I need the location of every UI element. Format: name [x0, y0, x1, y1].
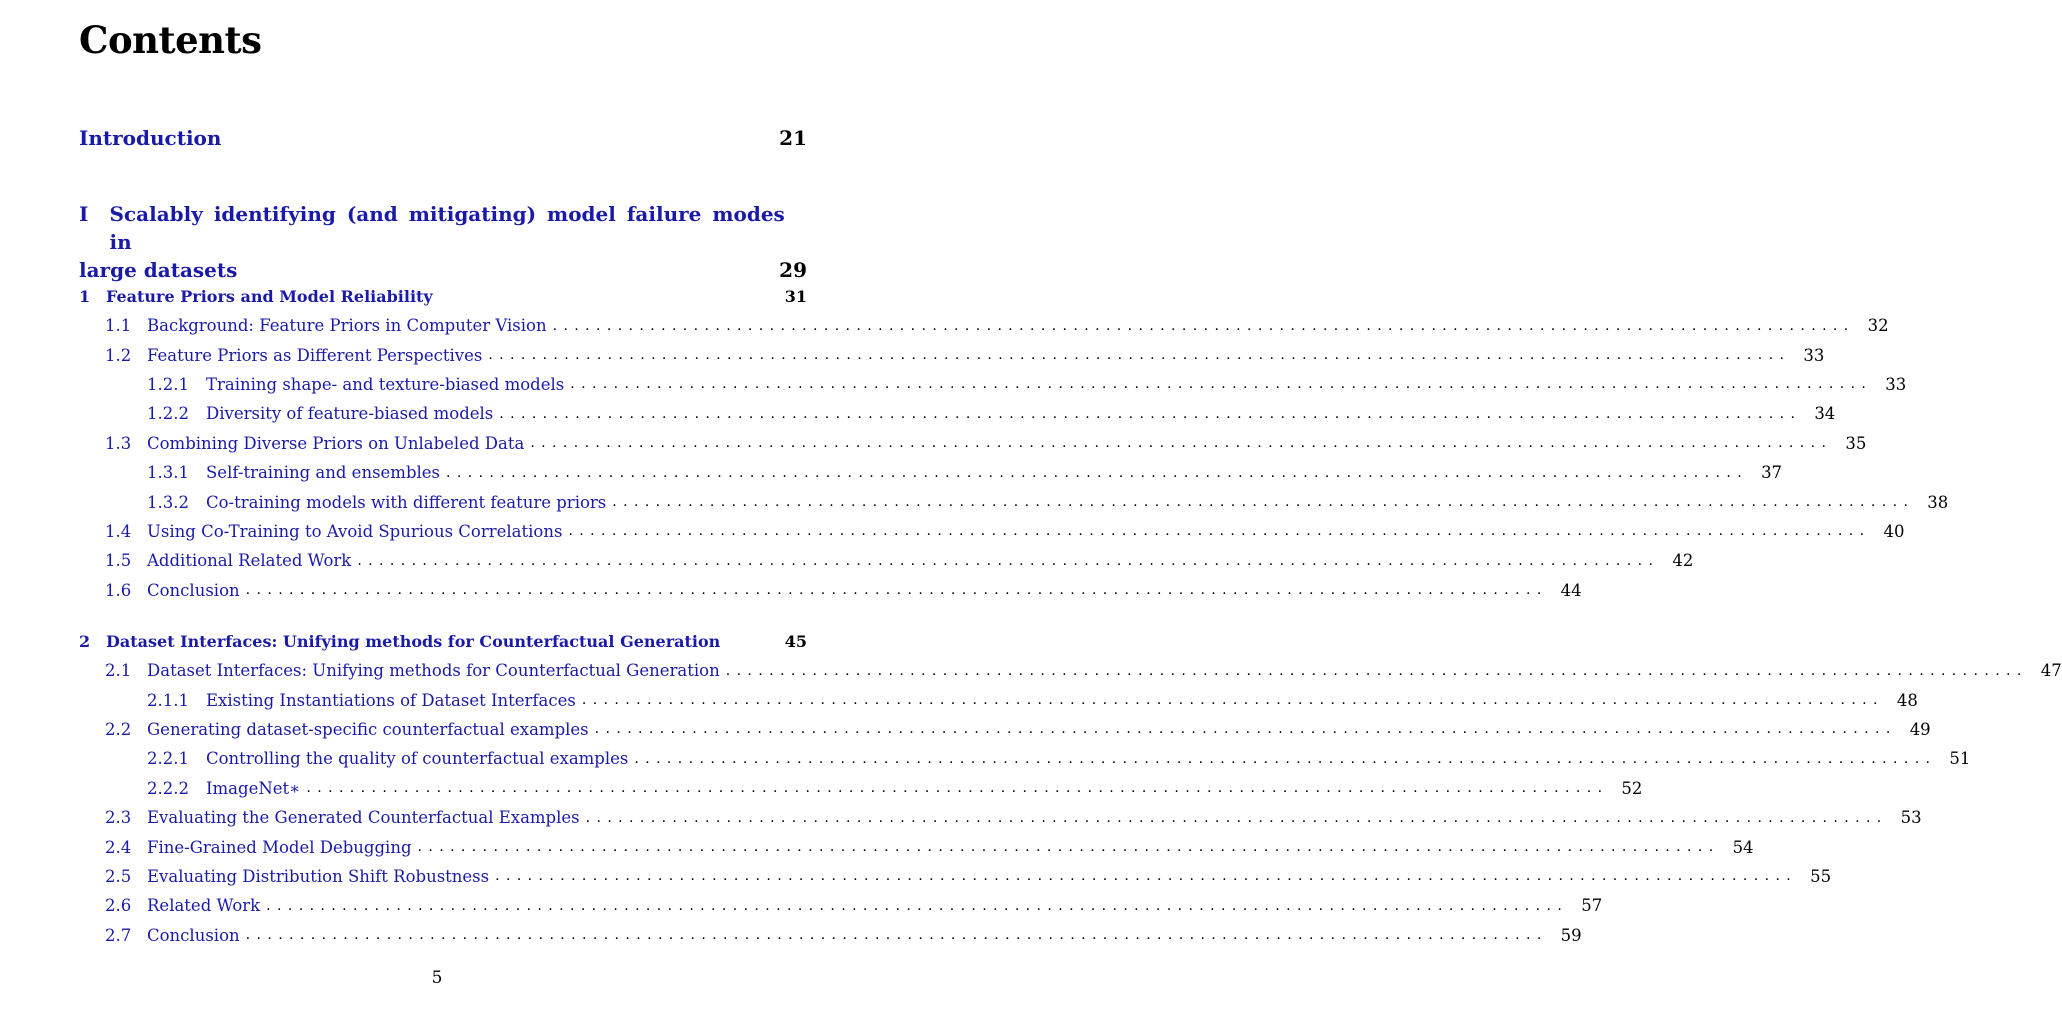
- toc-entry-2-2-2-label[interactable]: ImageNet∗: [206, 779, 306, 798]
- toc-chapter-2-page: 45: [784, 632, 807, 651]
- toc-entry-2-4-label[interactable]: Fine-Grained Model Debugging: [147, 838, 418, 857]
- toc-entry-2-2-2-leader-dots: ........................................................................................................................: [306, 780, 1609, 797]
- toc-entry-2-6-number: 2.6: [105, 896, 132, 916]
- toc-entry-1-3-1-leader-dots: ........................................................................................................................: [446, 464, 1749, 481]
- toc-entry-1-3-1-number: 1.3.1: [147, 463, 189, 483]
- toc-entry-2-2-1-page: 51: [1949, 749, 1971, 769]
- toc-entry-2-2[interactable]: [79, 715, 1931, 744]
- toc-entry-2-3-leader-dots: ........................................................................................................................: [585, 809, 1888, 826]
- toc-chapter-1-block: [79, 282, 1949, 605]
- toc-entry-1-4-leader-dots: ........................................................................................................................: [568, 523, 1871, 540]
- toc-entry-1-3[interactable]: [79, 429, 1867, 458]
- toc-entry-2-2-1[interactable]: [79, 744, 1971, 773]
- toc-entry-1-3-page: 35: [1845, 433, 1867, 453]
- toc-entry-1-4-number: 1.4: [105, 521, 132, 541]
- toc-entry-2-7-page: 59: [1560, 925, 1582, 945]
- toc-entry-1-2-leader-dots: ........................................................................................................................: [488, 347, 1791, 364]
- toc-entry-1-1[interactable]: [79, 311, 1889, 340]
- toc-entry-1-2-1-leader-dots: ........................................................................................................................: [570, 376, 1873, 393]
- toc-entry-1-4-label[interactable]: Using Co-Training to Avoid Spurious Correlations: [147, 522, 568, 541]
- toc-chapter-2-block: [79, 627, 2062, 950]
- toc-entry-1-2[interactable]: [79, 340, 1825, 369]
- toc-entry-1-5-number: 1.5: [105, 551, 132, 571]
- toc-entry-1-5[interactable]: [79, 546, 1694, 575]
- toc-entry-2-5-number: 2.5: [105, 866, 132, 886]
- toc-part-label-line1[interactable]: Scalably identifying (and mitigating) model failure modes in: [109, 202, 785, 254]
- toc-entry-2-2-leader-dots: ........................................................................................................................: [594, 721, 1897, 738]
- toc-entry-1-2-1-label[interactable]: Training shape- and texture-biased models: [206, 375, 570, 394]
- toc-chapter-2-label[interactable]: Dataset Interfaces: Unifying methods for Counterfactual Generation: [106, 632, 726, 651]
- page-title: Contents: [79, 18, 262, 62]
- toc-entry-2-6-label[interactable]: Related Work: [147, 896, 266, 915]
- toc-chapter-2-number: 2: [79, 632, 91, 651]
- toc-entry-2-6[interactable]: [79, 891, 1603, 920]
- toc-entry-2-7-number: 2.7: [105, 925, 132, 945]
- toc-entry-2-2-1-label[interactable]: Controlling the quality of counterfactual examples: [206, 749, 634, 768]
- toc-introduction[interactable]: [79, 126, 807, 150]
- toc-entry-1-3-label[interactable]: Combining Diverse Priors on Unlabeled Data: [147, 434, 530, 453]
- toc-entry-1-2-1-number: 1.2.1: [147, 374, 189, 394]
- toc-entry-1-6[interactable]: [79, 576, 1582, 605]
- toc-entry-2-7-leader-dots: ........................................................................................................................: [245, 927, 1548, 944]
- toc-entry-1-2-page: 33: [1803, 345, 1825, 365]
- toc-entry-2-2-label[interactable]: Generating dataset-specific counterfactual examples: [147, 720, 595, 739]
- toc-entry-1-2-2-label[interactable]: Diversity of feature-biased models: [206, 404, 499, 423]
- toc-entry-1-3-2-number: 1.3.2: [147, 492, 189, 512]
- toc-entry-1-3-1-label[interactable]: Self-training and ensembles: [206, 463, 446, 482]
- toc-entry-2-3[interactable]: [79, 803, 1922, 832]
- toc-entry-2-4[interactable]: [79, 832, 1754, 861]
- toc-entry-2-2-number: 2.2: [105, 719, 132, 739]
- toc-entry-2-1-1-page: 48: [1896, 690, 1918, 710]
- toc-entry-2-5-leader-dots: ........................................................................................................................: [495, 868, 1798, 885]
- toc-entry-1-3-2-leader-dots: ........................................................................................................................: [612, 494, 1915, 511]
- toc-entry-2-2-page: 49: [1909, 719, 1931, 739]
- toc-entry-1-2-2-leader-dots: ........................................................................................................................: [499, 405, 1802, 422]
- toc-entry-1-1-leader-dots: ........................................................................................................................: [552, 317, 1855, 334]
- toc-entry-1-1-number: 1.1: [105, 316, 132, 336]
- toc-entry-2-6-page: 57: [1581, 896, 1603, 916]
- toc-entry-1-2-1-page: 33: [1885, 374, 1907, 394]
- toc-part-label-line2[interactable]: large datasets: [79, 258, 238, 282]
- toc-entry-1-4-page: 40: [1883, 521, 1905, 541]
- toc-entry-1-2-2[interactable]: [79, 399, 1836, 428]
- toc-entry-2-2-1-leader-dots: ........................................................................................................................: [634, 750, 1937, 767]
- toc-part-number: I: [79, 202, 89, 226]
- toc-entry-1-3-1-page: 37: [1761, 463, 1783, 483]
- toc-chapter-1-number: 1: [79, 287, 91, 306]
- toc-entry-2-7[interactable]: [79, 921, 1582, 950]
- toc-entry-1-6-number: 1.6: [105, 580, 132, 600]
- toc-entry-2-5-label[interactable]: Evaluating Distribution Shift Robustness: [147, 867, 495, 886]
- toc-entry-1-3-2[interactable]: [79, 487, 1949, 516]
- toc-entry-2-1-1-leader-dots: ........................................................................................................................: [581, 692, 1884, 709]
- toc-entry-2-3-number: 2.3: [105, 808, 132, 828]
- toc-entry-2-5[interactable]: [79, 862, 1832, 891]
- toc-entry-1-2-2-number: 1.2.2: [147, 404, 189, 424]
- toc-entry-2-5-page: 55: [1810, 866, 1832, 886]
- toc-introduction-label[interactable]: Introduction: [79, 126, 222, 150]
- toc-entry-1-5-leader-dots: ........................................................................................................................: [357, 552, 1660, 569]
- toc-entry-1-3-1[interactable]: [79, 458, 1783, 487]
- toc-entry-1-2-2-page: 34: [1814, 404, 1836, 424]
- toc-entry-2-1-number: 2.1: [105, 661, 132, 681]
- toc-entry-1-3-leader-dots: ........................................................................................................................: [530, 435, 1833, 452]
- toc-entry-1-1-page: 32: [1867, 316, 1889, 336]
- toc-entry-2-3-page: 53: [1900, 808, 1922, 828]
- toc-chapter-1-label[interactable]: Feature Priors and Model Reliability: [106, 287, 439, 306]
- toc-entry-1-3-2-page: 38: [1927, 492, 1949, 512]
- toc-entry-1-3-number: 1.3: [105, 433, 132, 453]
- toc-entry-1-6-leader-dots: ........................................................................................................................: [245, 582, 1548, 599]
- toc-entry-1-6-page: 44: [1560, 580, 1582, 600]
- toc-entry-1-2-label[interactable]: Feature Priors as Different Perspectives: [147, 346, 488, 365]
- toc-entry-1-3-2-label[interactable]: Co-training models with different feature priors: [206, 493, 612, 512]
- page-number: 5: [431, 968, 443, 988]
- toc-entry-2-2-2[interactable]: [79, 774, 1643, 803]
- toc-part-page: 29: [779, 258, 807, 282]
- toc-entry-2-1-page: 47: [2040, 661, 2062, 681]
- toc-entry-1-6-label[interactable]: Conclusion: [147, 581, 246, 600]
- toc-entry-2-4-page: 54: [1732, 837, 1754, 857]
- toc-entry-2-1-1-label[interactable]: Existing Instantiations of Dataset Interfaces: [206, 691, 582, 710]
- toc-entry-1-2-1[interactable]: [79, 370, 1907, 399]
- toc-entry-2-1-label[interactable]: Dataset Interfaces: Unifying methods for Counterfactual Generation: [147, 661, 726, 680]
- toc-entry-2-1-1[interactable]: [79, 685, 1918, 714]
- toc-chapter-2[interactable]: [79, 627, 807, 656]
- toc-entry-2-2-2-page: 52: [1621, 778, 1643, 798]
- toc-entry-2-1[interactable]: [79, 656, 2062, 685]
- toc-entry-2-2-2-number: 2.2.2: [147, 778, 189, 798]
- toc-entry-2-3-label[interactable]: Evaluating the Generated Counterfactual Examples: [147, 808, 586, 827]
- toc-introduction-page: 21: [779, 126, 807, 150]
- toc-chapter-1-page: 31: [784, 287, 807, 306]
- toc-entry-2-4-leader-dots: ........................................................................................................................: [417, 839, 1720, 856]
- toc-entry-2-4-number: 2.4: [105, 837, 132, 857]
- toc-entry-2-1-leader-dots: ........................................................................................................................: [725, 662, 2028, 679]
- toc-entry-1-1-label[interactable]: Background: Feature Priors in Computer Vision: [147, 316, 553, 335]
- toc-entry-1-4[interactable]: [79, 517, 1905, 546]
- toc-entry-1-5-page: 42: [1672, 551, 1694, 571]
- toc-entry-2-6-leader-dots: ........................................................................................................................: [266, 897, 1569, 914]
- toc-part[interactable]: [79, 200, 807, 284]
- toc-entry-2-1-1-number: 2.1.1: [147, 690, 189, 710]
- toc-entry-2-7-label[interactable]: Conclusion: [147, 926, 246, 945]
- toc-entry-2-2-1-number: 2.2.1: [147, 749, 189, 769]
- toc-entry-1-5-label[interactable]: Additional Related Work: [147, 551, 357, 570]
- toc-entry-1-2-number: 1.2: [105, 345, 132, 365]
- toc-chapter-1[interactable]: [79, 282, 807, 311]
